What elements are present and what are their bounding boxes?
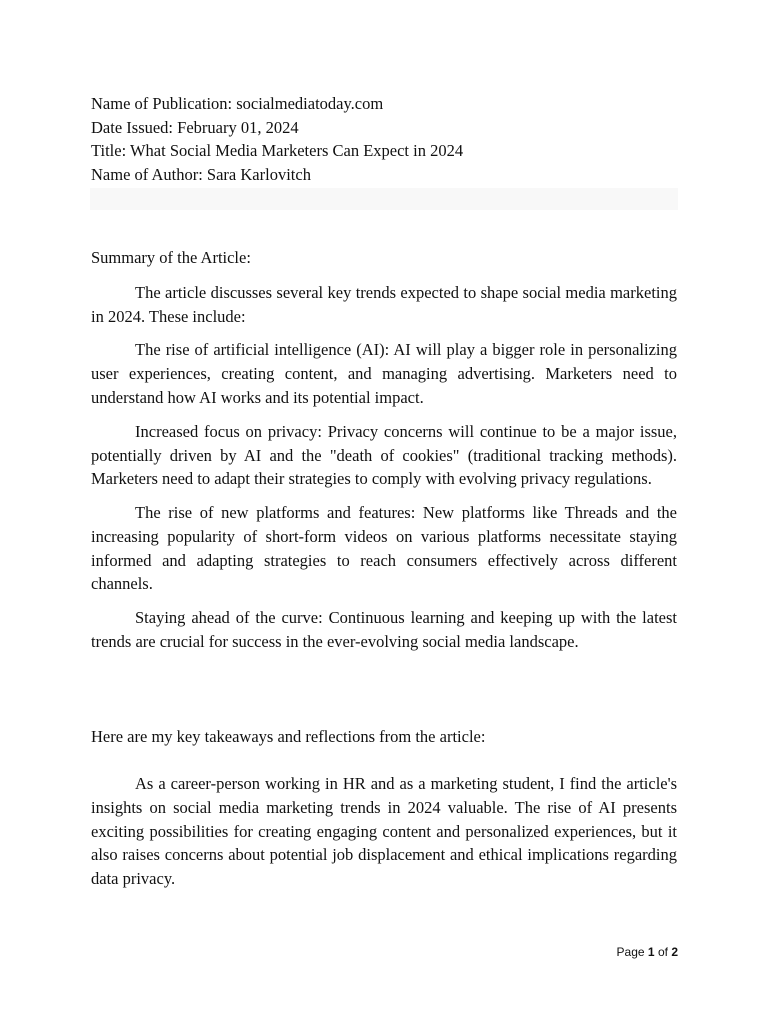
total-pages-number: 2 — [671, 945, 678, 959]
takeaways-paragraph: As a career-person working in HR and as a marketing student, I find the article's insights on social media marketing trends in 2024 valuable. The rise of AI presents exciting possibilities for creating engaging content and personalized experiences, but it also raises concerns about potential job displacement and ethical implications regarding data privacy. — [91, 774, 677, 889]
summary-paragraph: The article discusses several key trends expected to shape social media marketing in 2024. These include: — [91, 283, 677, 326]
publication-name: Name of Publication: socialmediatoday.com — [91, 94, 384, 113]
author-name: Name of Author: Sara Karlovitch — [91, 165, 311, 185]
current-page-number: 1 — [647, 945, 655, 959]
blank-band — [90, 188, 678, 210]
takeaways-body — [91, 772, 677, 891]
summary-paragraph: The rise of new platforms and features: New platforms like Threads and the increasing popularity of short-form videos on various platforms necessitate staying informed and adapting strategies to reach consumers effectively across different channels. — [91, 503, 677, 594]
of-label: of — [657, 945, 668, 959]
page-label: Page — [616, 945, 645, 959]
summary-body — [91, 281, 677, 654]
page-number — [560, 943, 678, 961]
article-metadata — [91, 92, 681, 187]
article-title: Title: What Social Media Marketers Can Expect in 2024 — [91, 141, 464, 161]
summary-paragraph: Staying ahead of the curve: Continuous learning and keeping up with the latest trends are crucial for success in the ever-evolving social media landscape. — [91, 608, 677, 651]
summary-paragraph: The rise of artificial intelligence (AI): AI will play a bigger role in personalizing user experiences, creating content, and managing advertising. Marketers need to understand how AI works and its potential impact. — [91, 340, 677, 408]
summary-paragraph: Increased focus on privacy: Privacy concerns will continue to be a major issue, potentially driven by AI and the "death of cookies" (traditional tracking methods). Marketers need to adapt their strategies to comply with evolving privacy regulations. — [91, 421, 677, 489]
summary-heading: Summary of the Article: — [91, 248, 251, 267]
date-issued: Date Issued: February 01, 2024 — [91, 117, 299, 137]
takeaways-heading: Here are my key takeaways and reflections from the article: — [91, 727, 486, 746]
